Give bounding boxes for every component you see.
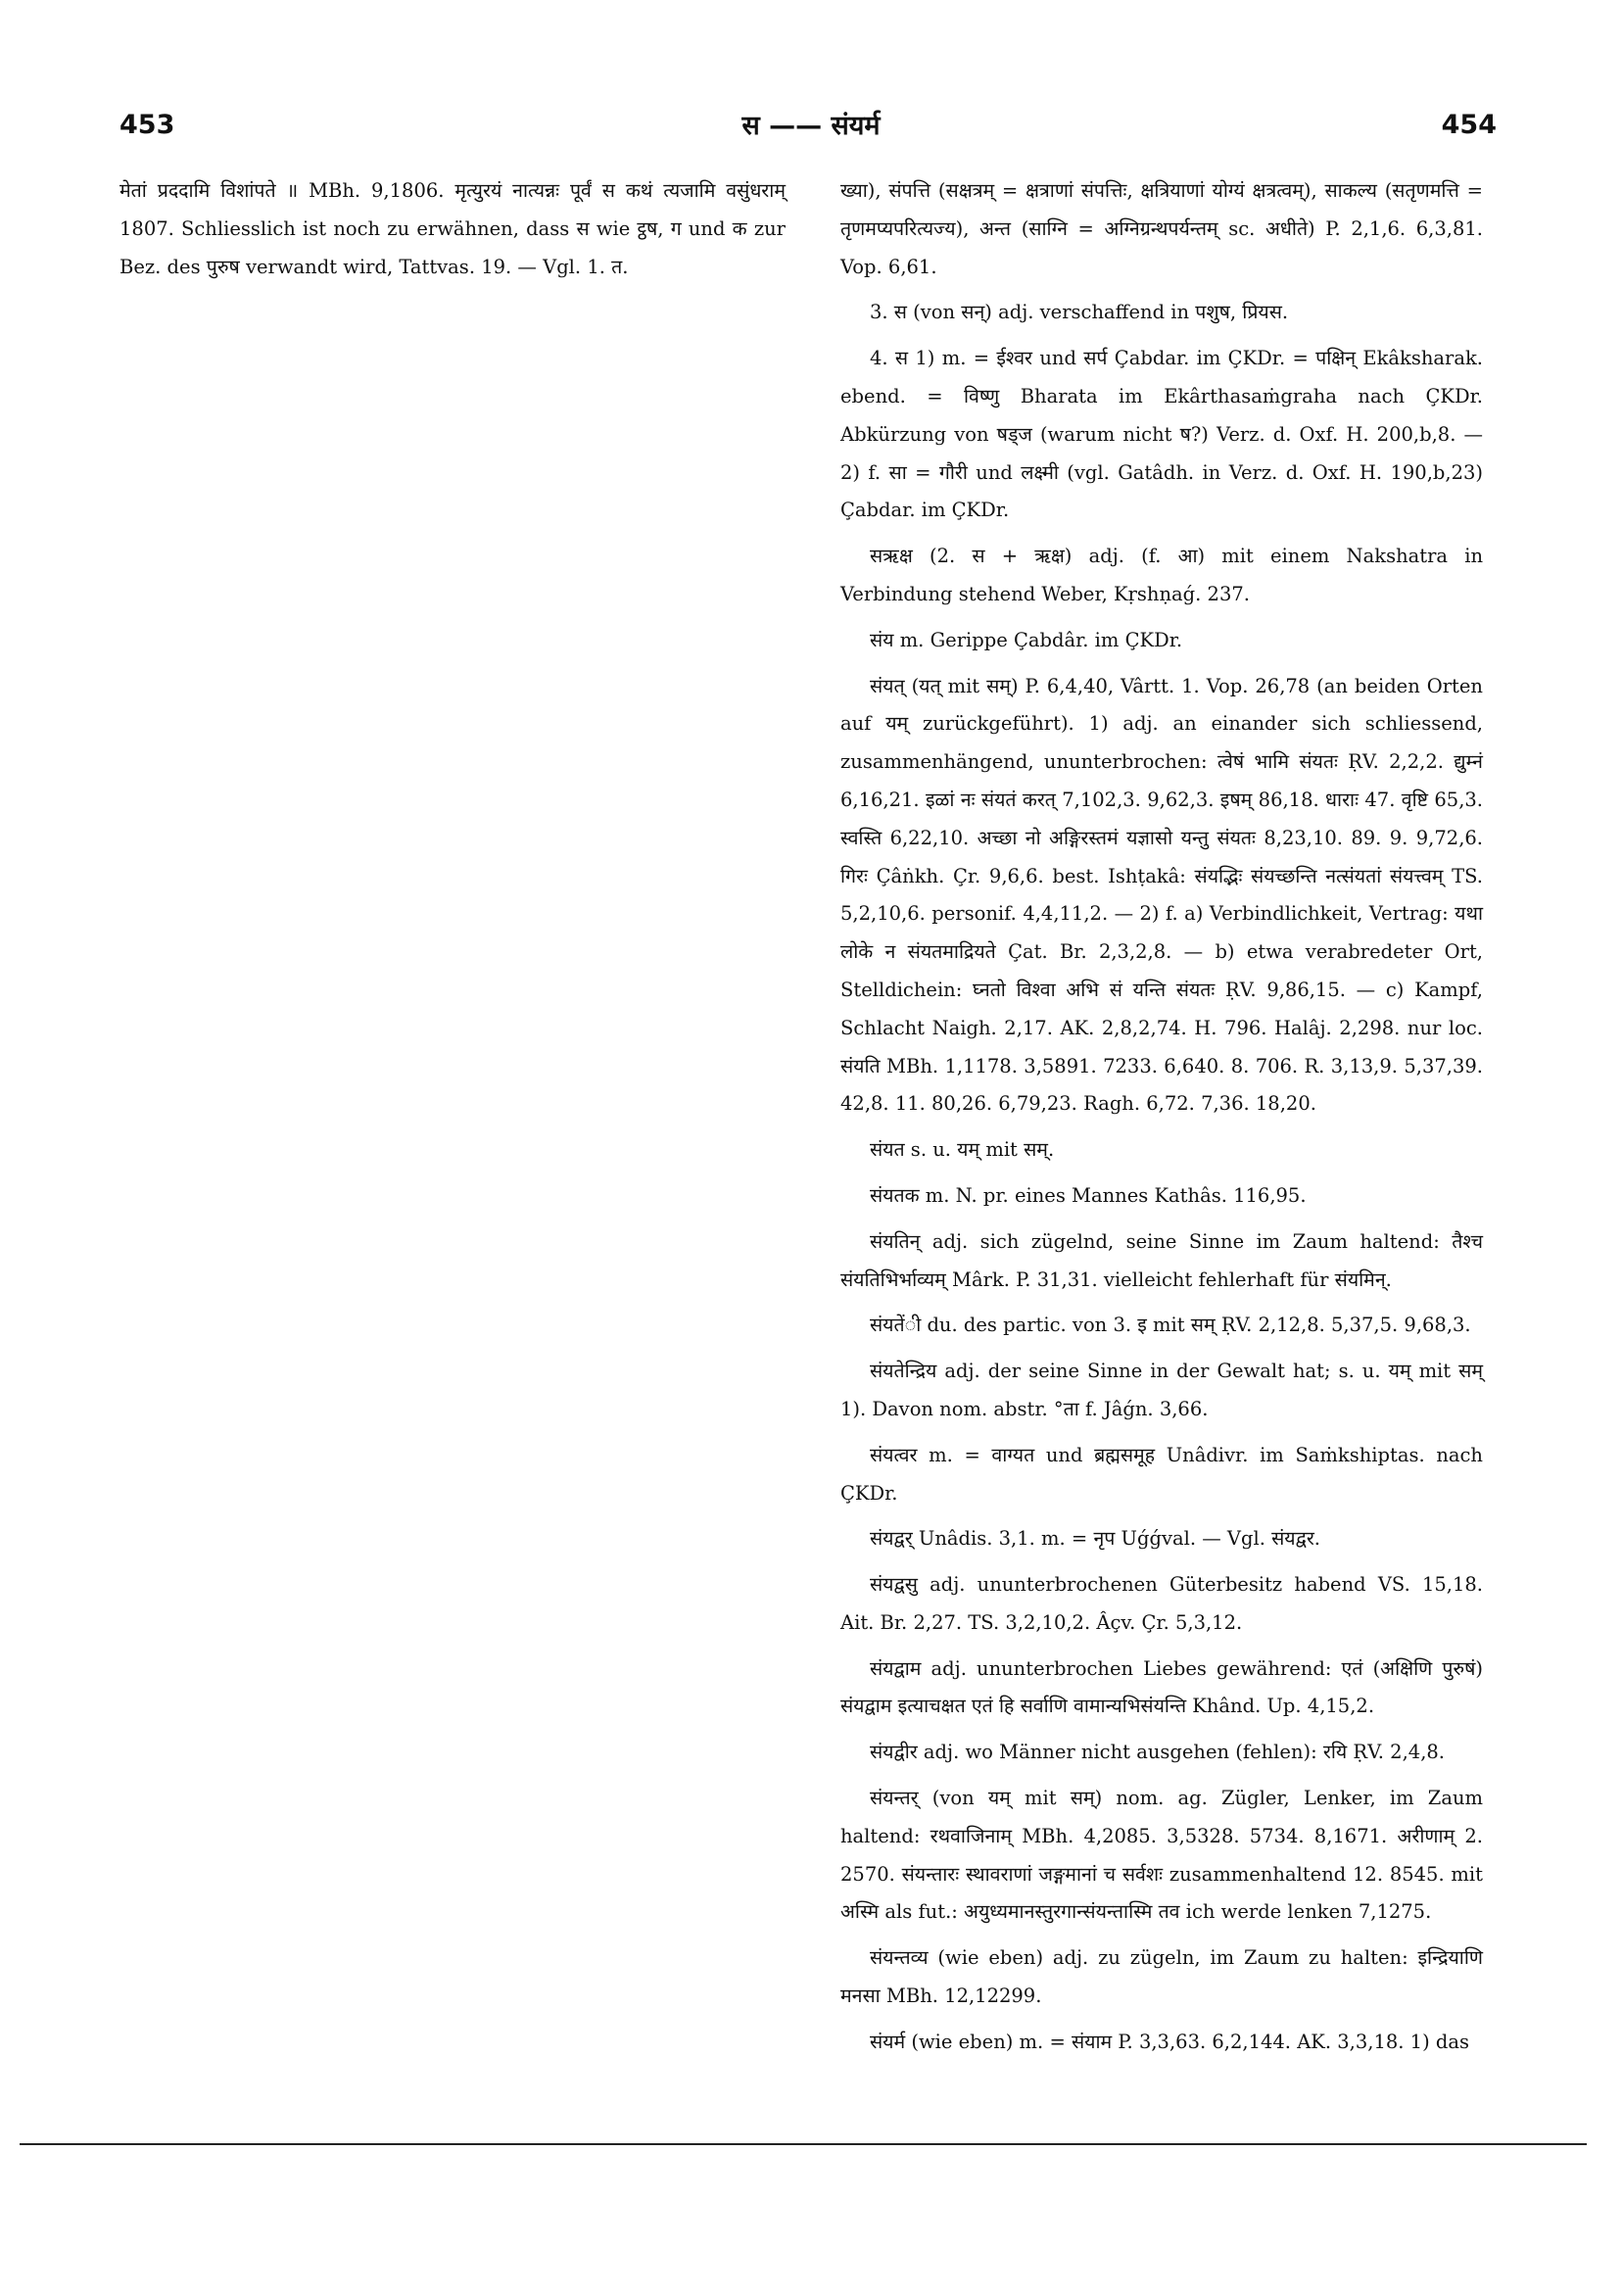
dictionary-entry: संयर्म (wie eben) m. = संयाम P. 3,3,63. 6,2,144. AK. 3,3,18. 1) das — [870, 2030, 1469, 2053]
dictionary-entry: संयद्वाम adj. ununterbrochen Liebes gewährend: एतं (अक्षिणि पुरुषं) संयद्वाम इत्याचक्षत एतं हि सर्वाणि वामान्यभिसंयन्ति Khând. Up. 4,15,2. — [840, 1656, 1483, 1718]
dictionary-entry: संयत्वर m. = वाग्यत und ब्रह्मसमूह Unâdivr. im Saṁkshiptas. nach ÇKDr. — [840, 1443, 1483, 1505]
running-title: स —— संयर्म — [741, 111, 881, 141]
dictionary-entry: संयत s. u. यम् mit सम्. — [870, 1138, 1055, 1162]
dictionary-entry: संयतेंी du. des partic. von 3. इ mit सम् ṚV. 2,12,8. 5,37,5. 9,68,3. — [870, 1314, 1471, 1337]
dictionary-entry: संयन्तव्य (wie eben) adj. zu zügeln, im Zaum zu halten: इन्द्रियाणि मनसा MBh. 12,12299. — [840, 1946, 1483, 2008]
dictionary-entry: संयद्वर् Unâdis. 3,1. m. = नृप Uǵǵval. — Vgl. संयद्वर. — [870, 1527, 1321, 1551]
dictionary-entry: 3. स (von सन्) adj. verschaffend in पशुष, प्रियस. — [870, 301, 1289, 324]
dictionary-entry: संयन्तर् (von यम् mit सम्) nom. ag. Zügler, Lenker, im Zaum haltend: रथवाजिनाम् MBh. 4,2085. 3,5328. 5734. 8,1671. अरीणाम् 2. 2570. संयन्तारः स्थावराणां जङ्गमानां च सर्वशः zusammenhaltend 12. 8545. mit अस्मि als fut.: अयुध्यमानस्तुरगान्संयन्तास्मि तव ich werde lenken 7,1275. — [840, 1787, 1483, 1924]
dictionary-entry: संयतेन्द्रिय adj. der seine Sinne in der Gewalt hat; s. u. यम् mit सम् 1). Davon nom. abstr. °ता f. Jâǵn. 3,66. — [840, 1360, 1483, 1420]
dictionary-entry: संयद्वीर adj. wo Männer nicht ausgehen (fehlen): रयि ṚV. 2,4,8. — [870, 1741, 1445, 1764]
dictionary-entry: संयत् (यत् mit सम्) P. 6,4,40, Vârtt. 1. Vop. 26,78 (an beiden Orten auf यम् zurückgeführt). 1) adj. an einander sich schliessend, zusammenhängend, ununterbrochen: त्वेषं भामि संयतः ṚV. 2,2,2. द्युम्नं 6,16,21. इळां नः संयतं करत् 7,102,3. 9,62,3. इषम् 86,18. धाराः 47. वृष्टि 65,3. स्वस्ति 6,22,10. अच्छा नो अङ्गिरस्तमं यज्ञासो यन्तु संयतः 8,23,10. 89. 9. 9,72,6. गिरः Çâṅkh. Çr. 9,6,6. best. Ishṭakâ: संयद्भिः संयच्छन्ति नत्संयतां संयत्त्वम् TS. 5,2,10,6. personif. 4,4,11,2. — 2) f. a) Verbindlichkeit, Vertrag: यथा लोके न संयतमाद्रियते Çat. Br. 2,3,2,8. — b) etwa verabredeter Ort, Stelldichein: घ्नतो विश्वा अभि सं यन्ति संयतः ṚV. 9,86,15. — c) Kampf, Schlacht Naigh. 2,17. AK. 2,8,2,74. H. 796. Halâj. 2,298. nur loc. संयति MBh. 1,1178. 3,5891. 7233. 6,640. 8. 706. R. 3,13,9. 5,37,39. 42,8. 11. 80,26. 6,79,23. Ragh. 6,72. 7,36. 18,20. — [840, 674, 1483, 1116]
dictionary-entry: ख्या), संपत्ति (सक्षत्रम् = क्षत्राणां संपत्तिः, क्षत्रियाणां योग्यं क्षत्रत्वम्), साकल्य (सतृणमत्ति = तृणमप्यपरित्यज्य), अन्त (साग्नि = अग्निग्रन्थपर्यन्तम् sc. अधीते) P. 2,1,6. 6,3,81. Vop. 6,61. — [840, 179, 1483, 278]
dictionary-entry: संय m. Gerippe Çabdâr. im ÇKDr. — [870, 628, 1183, 651]
dictionary-entry: 4. स 1) m. = ईश्वर und सर्प Çabdar. im ÇKDr. = पक्षिन् Ekâksharak. ebend. = विष्णु Bharata im Ekârthasaṁgraha nach ÇKDr. Abkürzung von षड्ज (warum nicht ष?) Verz. d. Oxf. H. 200,b,8. — 2) f. सा = गौरी und लक्ष्मी (vgl. Gatâdh. in Verz. d. Oxf. H. 190,b,23) Çabdar. im ÇKDr. — [840, 347, 1483, 522]
right-column — [840, 172, 1483, 2053]
footer-rule — [20, 2143, 1587, 2145]
dictionary-entry: संयद्वसु adj. ununterbrochenen Güterbesitz habend VS. 15,18. Ait. Br. 2,27. TS. 3,2,10,2. Âçv. Çr. 5,3,12. — [840, 1573, 1483, 1634]
page-number-left: 453 — [119, 110, 175, 140]
page-number-right: 454 — [1441, 110, 1497, 140]
dictionary-entry: संयतिन् adj. sich zügelnd, seine Sinne im Zaum haltend: तैश्च संयतिभिर्भाव्यम् Mârk. P. 31,31. vielleicht fehlerhaft für संयमिन्. — [840, 1229, 1483, 1291]
dictionary-entry: मेतां प्रददामि विशांपते ॥ MBh. 9,1806. मृत्युरयं नात्यन्नः पूर्वं स कथं त्यजामि वसुंधराम् 1807. Schliesslich ist noch zu erwähnen, dass स wie ट्ठष, ग und क zur Bez. des पुरुष verwandt wird, Tattvas. 19. — Vgl. 1. त. — [119, 179, 786, 278]
dictionary-entry: सऋक्ष (2. स + ऋक्ष) adj. (f. आ) mit einem Nakshatra in Verbindung stehend Weber, Kṛshṇaǵ. 237. — [840, 545, 1483, 605]
dictionary-entry: संयतक m. N. pr. eines Mannes Kathâs. 116,95. — [870, 1183, 1307, 1207]
left-column — [119, 172, 786, 2014]
page-header — [0, 0, 1622, 157]
